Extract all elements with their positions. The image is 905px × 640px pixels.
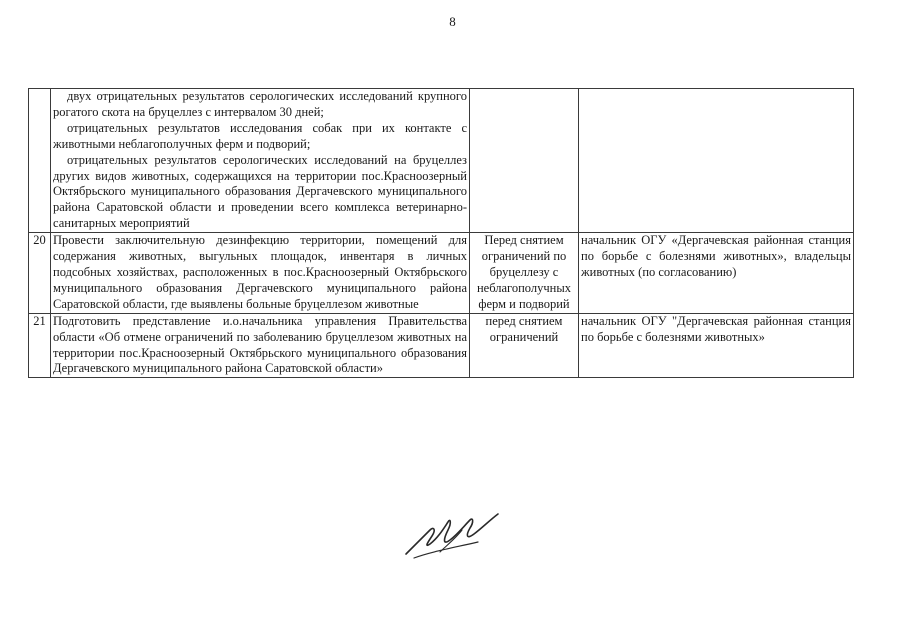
page-number: 8 xyxy=(449,14,456,29)
table-row xyxy=(29,313,854,378)
timing-cell: Перед снятием ограничений по бруцеллезу с неблагополучных ферм и подворий xyxy=(470,233,579,314)
table-row xyxy=(29,89,854,233)
measure-paragraph: двух отрицательных результатов серологических исследований крупного рогатого скота на бруцеллез с интервалом 30 дней; xyxy=(53,89,467,119)
responsible-cell xyxy=(579,89,854,233)
measure-text xyxy=(51,89,470,233)
measure-paragraph: отрицательных результатов исследования собак при их контакте с животными неблагополучных ферм и подворий; xyxy=(53,120,467,151)
measure-text: Подготовить представление и.о.начальника управления Правительства области «Об отмене ограничений по заболеванию бруцеллезом животных на территории пос.Красноозерный Октябрьского муниципального образования Дергачевского муниципального района Саратовской области» xyxy=(51,313,470,378)
measure-paragraph: отрицательных результатов серологических исследований на бруцеллез других видов животных, содержащихся на территории пос.Красноозерный Октябрьского муниципального образования Дергачевского муниципального района Саратовской области и проведении всего комплекса ветеринарно-санитарных мероприятий xyxy=(53,152,467,231)
row-number xyxy=(29,89,51,233)
measures-table xyxy=(28,88,854,378)
row-number: 20 xyxy=(29,233,51,314)
timing-cell: перед снятием ограничений xyxy=(470,313,579,378)
responsible-cell: начальник ОГУ «Дергачевская районная станция по борьбе с болезнями животных», владельцы животных (по согласованию) xyxy=(579,233,854,314)
row-number: 21 xyxy=(29,313,51,378)
table-row xyxy=(29,233,854,314)
responsible-cell: начальник ОГУ "Дергачевская районная станция по борьбе с болезнями животных» xyxy=(579,313,854,378)
timing-cell xyxy=(470,89,579,233)
measure-text: Провести заключительную дезинфекцию территории, помещений для содержания животных, выгульных площадок, инвентаря в личных подсобных хозяйствах, расположенных в пос.Красноозерный Октябрьского муниципального образования Дергачевского муниципального района Саратовской области, где выявлены больные бруцеллезом животные xyxy=(51,233,470,314)
signature xyxy=(400,508,510,566)
